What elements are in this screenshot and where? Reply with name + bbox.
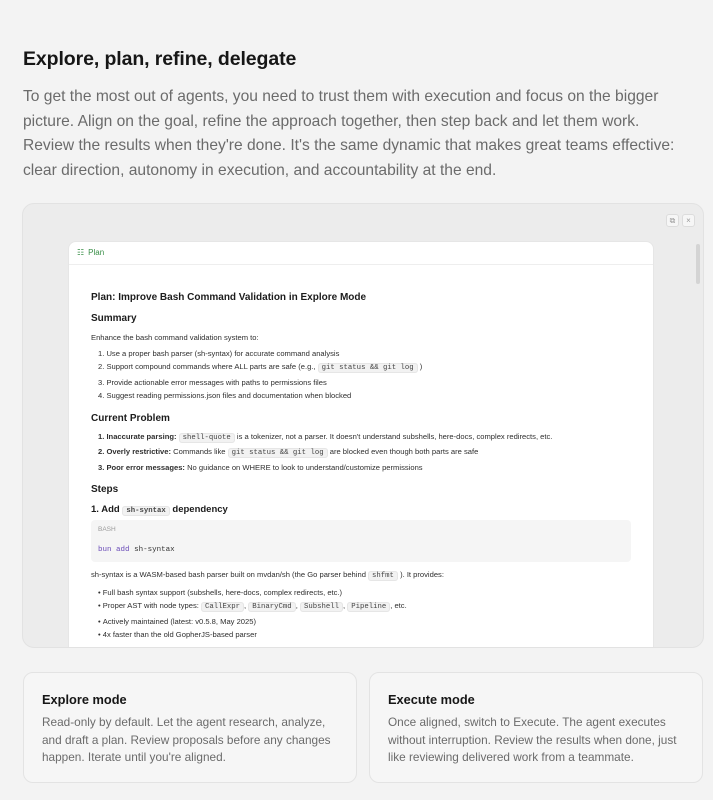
close-icon[interactable]: × [682,214,695,227]
execute-mode-card [369,672,703,783]
hero-section [23,48,693,183]
problem-list [91,430,631,475]
list-item: • Actively maintained (latest: v0.5.8, May 2025) [98,616,256,626]
inline-code: shfmt [368,571,398,581]
list-item: 3. Poor error messages: No guidance on WHERE to look to understand/customize permissions [98,462,423,472]
plan-document [68,241,654,648]
inline-code: shell-quote [179,433,235,443]
card-body: Once aligned, switch to Execute. The agent executes without interruption. Review the results when done, just like reviewing delivered work from a teammate. [388,715,677,764]
card-title: Execute mode [388,692,475,707]
plan-title: Plan: Improve Bash Command Validation in Explore Mode [91,292,367,303]
list-item: 1. Use a proper bash parser (sh-syntax) for accurate command analysis [98,348,340,358]
scrollbar[interactable] [696,244,700,284]
steps-heading: Steps [91,484,119,495]
card-body: Read-only by default. Let the agent research, analyze, and draft a plan. Review proposals before any changes happen. Iterate until you're aligned. [42,715,331,764]
problem-heading: Current Problem [91,412,170,424]
list-item: 4. Suggest reading permissions.json files and documentation when blocked [98,391,352,400]
card-title: Explore mode [42,692,127,707]
list-item: • 4x faster than the old GopherJS-based parser [98,630,257,639]
list-item: 2. Overly restrictive: Commands like git status && git log are blocked even though both parts are safe [98,447,479,457]
summary-heading: Summary [91,313,137,324]
list-item: 2. Support compound commands where ALL parts are safe (e.g., git status && git log ) [98,362,423,372]
plan-header [69,242,653,265]
summary-list [91,347,631,403]
plan-list-icon: ☷ [77,248,85,257]
list-item: 1. Inaccurate parsing: shell-quote is a tokenizer, not a parser. It doesn't understand subshells, here-docs, complex redirects, etc. [98,431,553,442]
inline-code: sh-syntax [122,506,169,516]
inline-code: CallExpr [201,602,244,612]
inline-code: Pipeline [347,602,390,612]
list-item: • Proper AST with node types: CallExpr , BinaryCmd , Subshell , Pipeline , etc. [98,601,407,611]
code-language-label: BASH [98,526,116,533]
inline-code: git status && git log [228,448,328,458]
code-command: bun add sh-syntax [98,546,175,554]
list-item: • Full bash syntax support (subshells, here-docs, complex redirects, etc.) [98,587,343,597]
plan-header-label: Plan [88,248,105,257]
plan-preview-frame [22,203,704,648]
inline-code: git status && git log [318,363,418,373]
summary-intro: Enhance the bash command validation system to: [91,333,259,342]
code-block[interactable] [91,520,631,562]
feature-list [91,586,631,642]
section-description: To get the most out of agents, you need to trust them with execution and focus on the bigger picture. Align on the goal, refine the approach together, then step back and let them work. Review the results when they're done. It's the same dynamic that makes great teams effective: clear direction, autonomy in execution, and accountability at the end. [23,88,675,179]
parser-description: sh-syntax is a WASM-based bash parser built on mvdan/sh (the Go parser behind shfmt ). It provides: [91,570,444,580]
explore-mode-card [23,672,357,783]
list-item: 3. Provide actionable error messages with paths to permissions files [98,377,327,387]
copy-icon[interactable]: ⧉ [666,214,679,227]
inline-code: Subshell [300,602,343,612]
inline-code: BinaryCmd [248,602,295,612]
step-heading: 1. Add sh-syntax dependency [91,504,228,515]
section-title: Explore, plan, refine, delegate [23,48,297,70]
